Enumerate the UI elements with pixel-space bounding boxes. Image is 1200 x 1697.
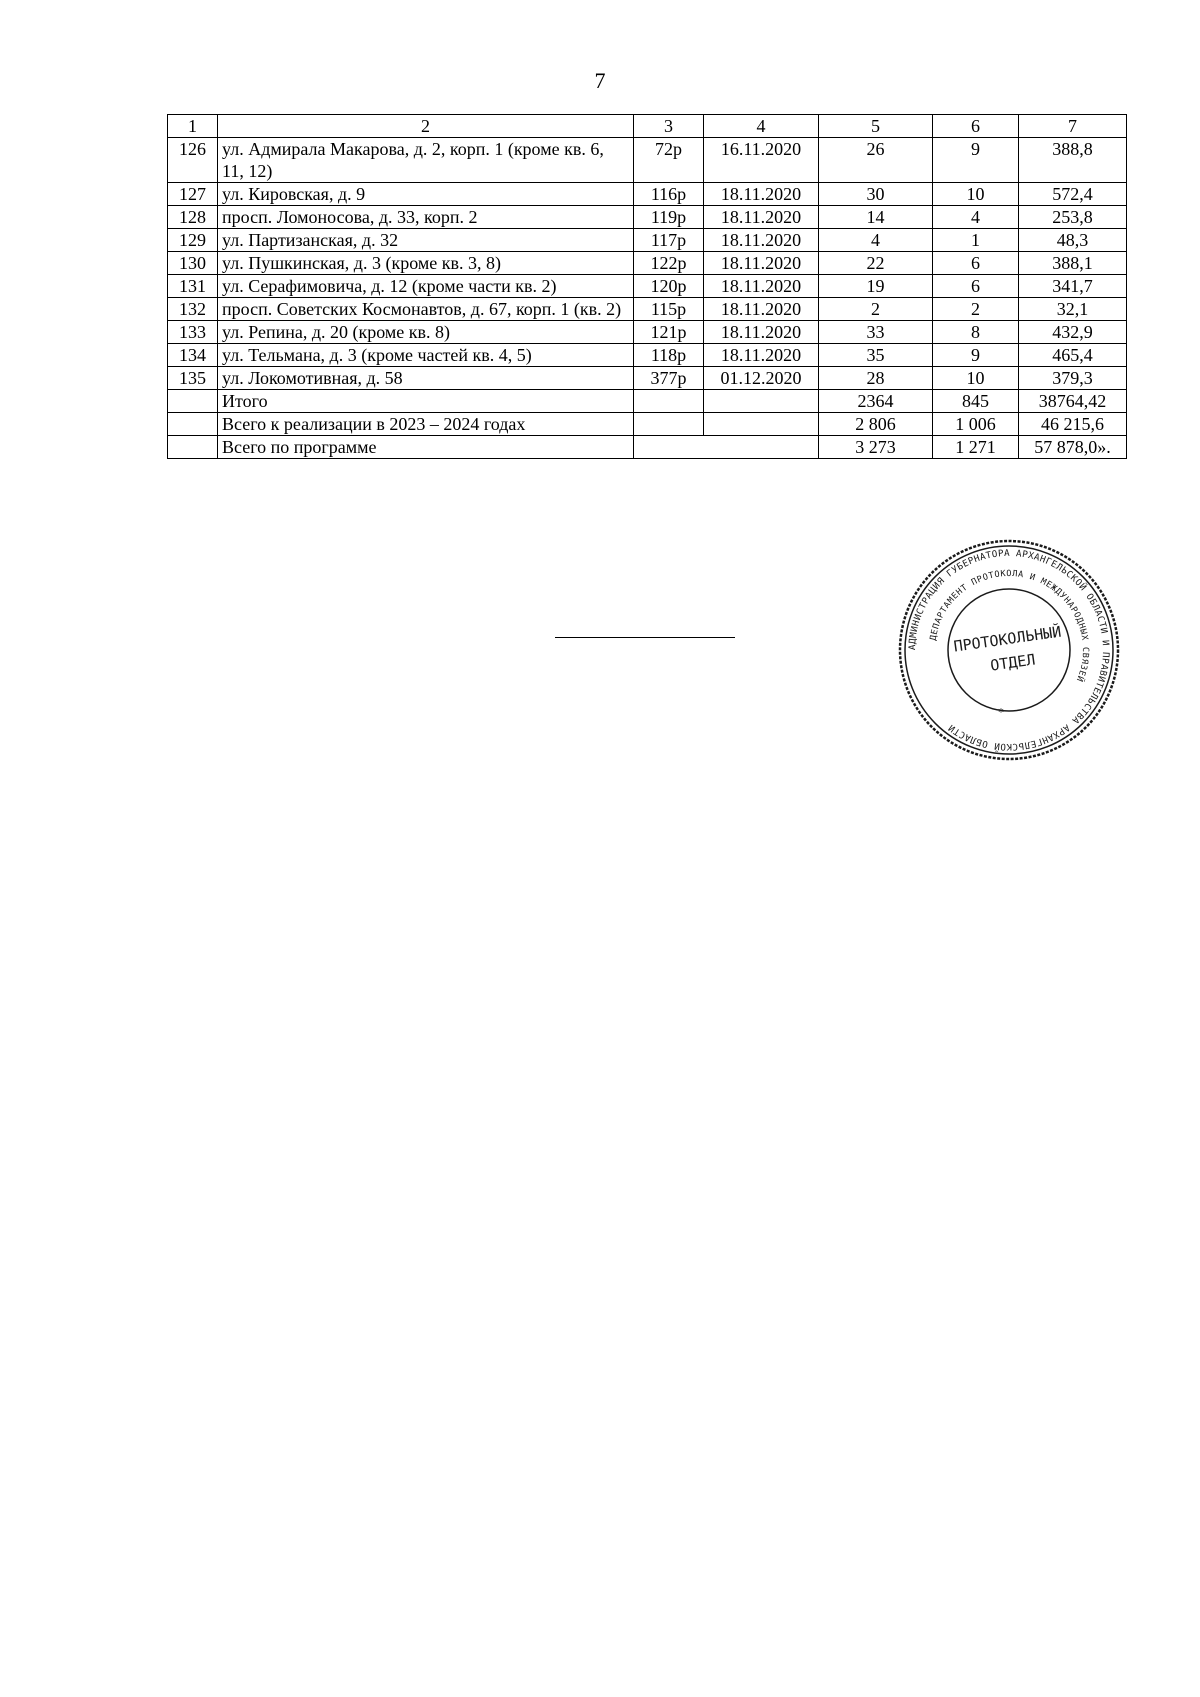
totals-col5: 3 273 xyxy=(819,436,933,459)
header-cell: 3 xyxy=(634,115,704,138)
table-row xyxy=(168,138,1127,183)
row-col5: 33 xyxy=(819,321,933,344)
row-doc: 121р xyxy=(634,321,704,344)
row-col7: 32,1 xyxy=(1019,298,1127,321)
table-row xyxy=(168,321,1127,344)
row-col5: 26 xyxy=(819,138,933,183)
row-date: 18.11.2020 xyxy=(704,206,819,229)
row-col7: 379,3 xyxy=(1019,367,1127,390)
row-date: 01.12.2020 xyxy=(704,367,819,390)
header-cell: 6 xyxy=(933,115,1019,138)
row-address: ул. Локомотивная, д. 58 xyxy=(218,367,634,390)
row-address: просп. Советских Космонавтов, д. 67, корп. 1 (кв. 2) xyxy=(218,298,634,321)
row-col7: 572,4 xyxy=(1019,183,1127,206)
row-number: 135 xyxy=(168,367,218,390)
signature-line xyxy=(555,637,735,638)
row-col5: 28 xyxy=(819,367,933,390)
row-address: ул. Тельмана, д. 3 (кроме частей кв. 4, 5) xyxy=(218,344,634,367)
table-row xyxy=(168,298,1127,321)
totals-col6: 845 xyxy=(933,390,1019,413)
row-col5: 35 xyxy=(819,344,933,367)
row-col7: 48,3 xyxy=(1019,229,1127,252)
totals-row xyxy=(168,390,1127,413)
table-row xyxy=(168,275,1127,298)
row-doc: 115р xyxy=(634,298,704,321)
row-col6: 9 xyxy=(933,344,1019,367)
table-row xyxy=(168,252,1127,275)
row-number: 127 xyxy=(168,183,218,206)
row-col5: 14 xyxy=(819,206,933,229)
header-cell: 5 xyxy=(819,115,933,138)
row-address: ул. Серафимовича, д. 12 (кроме части кв. 2) xyxy=(218,275,634,298)
row-doc: 72р xyxy=(634,138,704,183)
table-header-row xyxy=(168,115,1127,138)
row-doc: 122р xyxy=(634,252,704,275)
header-cell: 2 xyxy=(218,115,634,138)
data-table xyxy=(167,114,1127,459)
row-col6: 4 xyxy=(933,206,1019,229)
row-date: 18.11.2020 xyxy=(704,183,819,206)
table-row xyxy=(168,344,1127,367)
row-date: 18.11.2020 xyxy=(704,298,819,321)
row-date: 18.11.2020 xyxy=(704,321,819,344)
row-date: 16.11.2020 xyxy=(704,138,819,183)
row-col6: 6 xyxy=(933,252,1019,275)
empty-cell xyxy=(704,413,819,436)
empty-cell xyxy=(704,390,819,413)
totals-col5: 2 806 xyxy=(819,413,933,436)
row-address: ул. Репина, д. 20 (кроме кв. 8) xyxy=(218,321,634,344)
stamp-center-line2: ОТДЕЛ xyxy=(989,650,1037,675)
row-col5: 30 xyxy=(819,183,933,206)
stamp-inner-text: ДЕПАРТАМЕНТ ПРОТОКОЛА И МЕЖДУНАРОДНЫХ СВЯЗЕЙ xyxy=(928,568,1091,684)
row-doc: 119р xyxy=(634,206,704,229)
row-doc: 377р xyxy=(634,367,704,390)
row-col6: 2 xyxy=(933,298,1019,321)
row-col7: 432,9 xyxy=(1019,321,1127,344)
totals-row xyxy=(168,413,1127,436)
empty-cell xyxy=(634,413,704,436)
row-col7: 388,1 xyxy=(1019,252,1127,275)
empty-cell xyxy=(634,436,819,459)
row-address: ул. Адмирала Макарова, д. 2, корп. 1 (кроме кв. 6, 11, 12) xyxy=(218,138,634,183)
row-address: ул. Пушкинская, д. 3 (кроме кв. 3, 8) xyxy=(218,252,634,275)
table-row xyxy=(168,229,1127,252)
stamp-outer-text: АДМИНИСТРАЦИЯ ГУБЕРНАТОРА АРХАНГЕЛЬСКОЙ ОБЛАСТИ И ПРАВИТЕЛЬСТВА АРХАНГЕЛЬСКОЙ ОБЛАСТИ xyxy=(906,547,1112,753)
stamp-center-line1: ПРОТОКОЛЬНЫЙ xyxy=(952,622,1063,656)
row-number: 131 xyxy=(168,275,218,298)
header-cell: 4 xyxy=(704,115,819,138)
row-date: 18.11.2020 xyxy=(704,275,819,298)
totals-col5: 2364 xyxy=(819,390,933,413)
empty-cell xyxy=(168,413,218,436)
row-number: 132 xyxy=(168,298,218,321)
totals-label: Всего по программе xyxy=(218,436,634,459)
table-row xyxy=(168,367,1127,390)
row-col6: 1 xyxy=(933,229,1019,252)
row-address: просп. Ломоносова, д. 33, корп. 2 xyxy=(218,206,634,229)
totals-col7: 38764,42 xyxy=(1019,390,1127,413)
row-col6: 10 xyxy=(933,367,1019,390)
row-number: 126 xyxy=(168,138,218,183)
totals-label: Всего к реализации в 2023 – 2024 годах xyxy=(218,413,634,436)
header-cell: 1 xyxy=(168,115,218,138)
totals-row xyxy=(168,436,1127,459)
row-col5: 2 xyxy=(819,298,933,321)
row-address: ул. Партизанская, д. 32 xyxy=(218,229,634,252)
official-stamp xyxy=(897,538,1121,762)
empty-cell xyxy=(634,390,704,413)
row-col5: 22 xyxy=(819,252,933,275)
row-date: 18.11.2020 xyxy=(704,229,819,252)
table-row xyxy=(168,183,1127,206)
totals-col6: 1 006 xyxy=(933,413,1019,436)
row-address: ул. Кировская, д. 9 xyxy=(218,183,634,206)
row-col6: 8 xyxy=(933,321,1019,344)
row-col6: 6 xyxy=(933,275,1019,298)
stamp-star-icon: * xyxy=(998,706,1004,719)
row-number: 134 xyxy=(168,344,218,367)
row-number: 129 xyxy=(168,229,218,252)
row-col5: 19 xyxy=(819,275,933,298)
row-col7: 465,4 xyxy=(1019,344,1127,367)
totals-col7: 46 215,6 xyxy=(1019,413,1127,436)
row-number: 128 xyxy=(168,206,218,229)
row-date: 18.11.2020 xyxy=(704,344,819,367)
row-doc: 117р xyxy=(634,229,704,252)
row-col7: 388,8 xyxy=(1019,138,1127,183)
totals-col7: 57 878,0». xyxy=(1019,436,1127,459)
row-col5: 4 xyxy=(819,229,933,252)
row-doc: 120р xyxy=(634,275,704,298)
table-row xyxy=(168,206,1127,229)
row-col6: 10 xyxy=(933,183,1019,206)
row-doc: 118р xyxy=(634,344,704,367)
row-number: 133 xyxy=(168,321,218,344)
empty-cell xyxy=(168,436,218,459)
row-col7: 341,7 xyxy=(1019,275,1127,298)
header-cell: 7 xyxy=(1019,115,1127,138)
row-col7: 253,8 xyxy=(1019,206,1127,229)
row-number: 130 xyxy=(168,252,218,275)
row-date: 18.11.2020 xyxy=(704,252,819,275)
row-col6: 9 xyxy=(933,138,1019,183)
page-number: 7 xyxy=(594,68,606,93)
empty-cell xyxy=(168,390,218,413)
totals-label: Итого xyxy=(218,390,634,413)
row-doc: 116р xyxy=(634,183,704,206)
totals-col6: 1 271 xyxy=(933,436,1019,459)
